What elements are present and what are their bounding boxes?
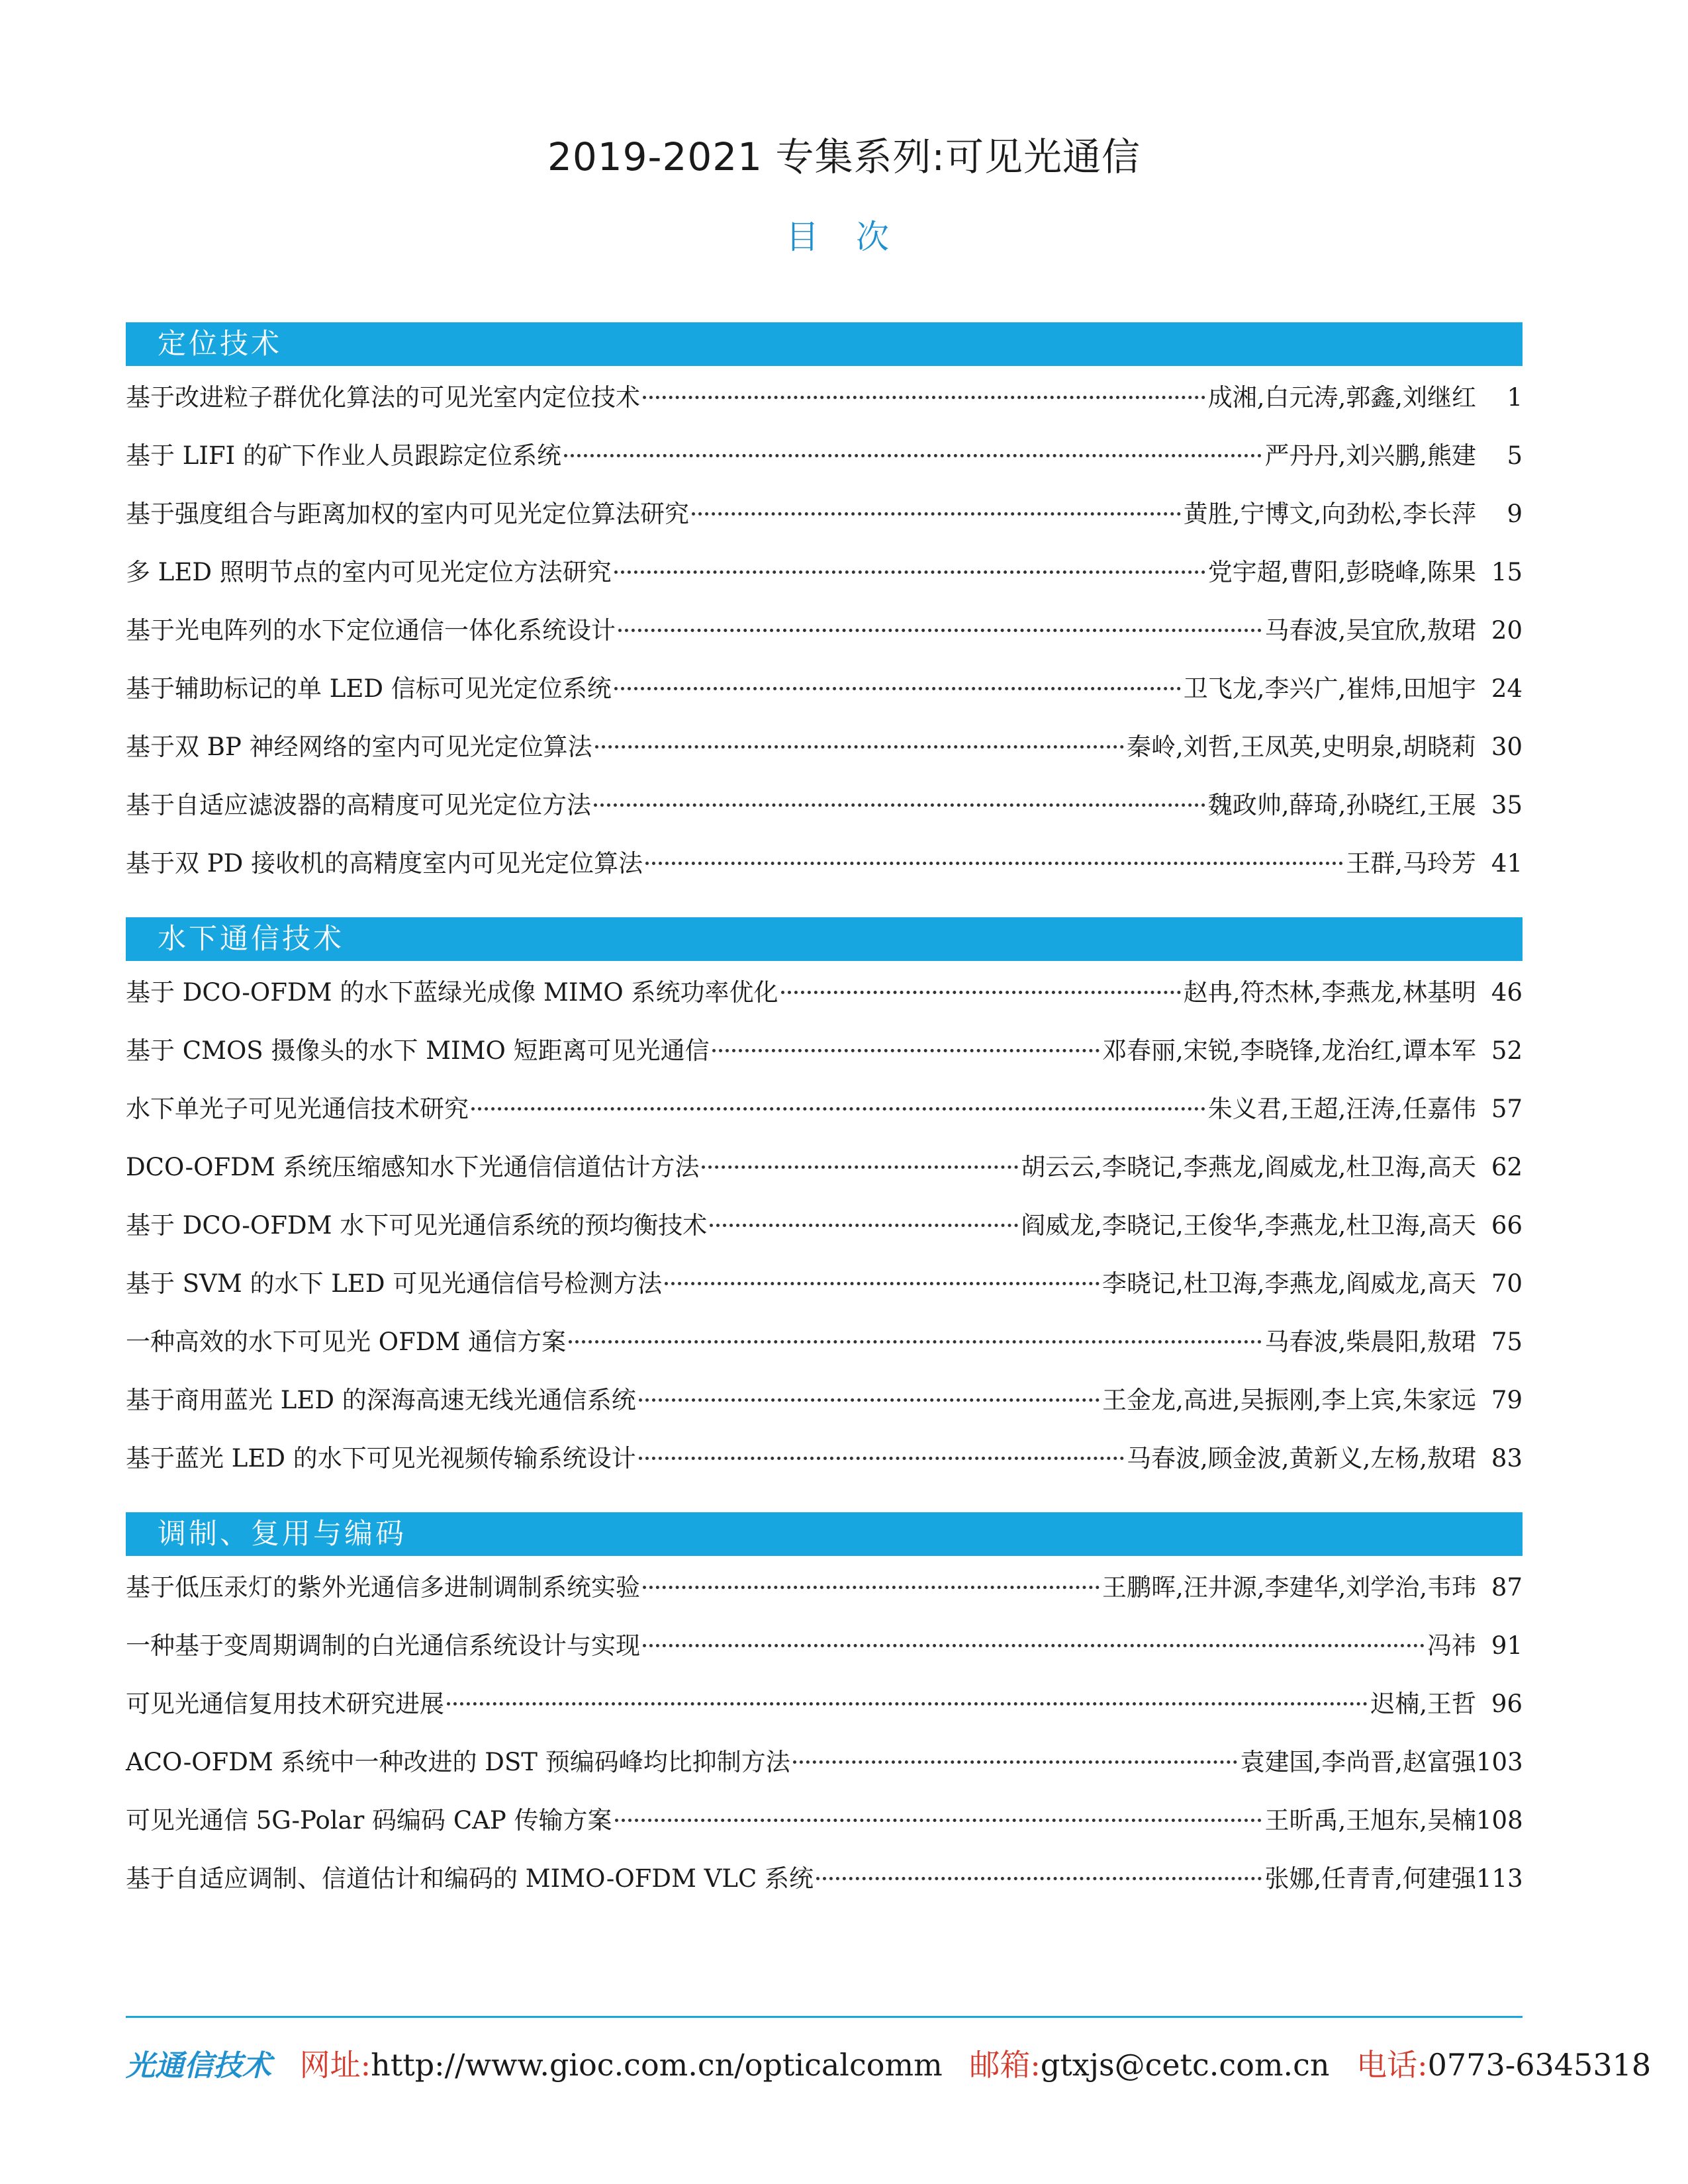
entry-leader-dots — [569, 1340, 1262, 1343]
entry-title: 基于改进粒子群优化算法的可见光室内定位技术 — [126, 383, 640, 412]
entry-leader-dots — [712, 1049, 1100, 1052]
entry-leader-dots — [614, 687, 1181, 690]
email-link[interactable]: gtxjs@cetc.com.cn — [1040, 2047, 1330, 2083]
entry-leader-dots — [615, 1819, 1262, 1822]
section-heading: 定位技术 — [126, 322, 1523, 366]
entry-authors: 阎威龙,李晓记,王俊华,李燕龙,杜卫海,高天 — [1021, 1211, 1476, 1240]
entry-leader-dots — [447, 1702, 1368, 1706]
toc-entry[interactable] — [126, 1559, 1523, 1617]
entry-authors: 王昕禹,王旭东,吴楠 — [1264, 1806, 1476, 1835]
entry-page-number: 113 — [1476, 1864, 1523, 1893]
entry-page-number: 46 — [1491, 978, 1523, 1007]
entry-authors: 朱义君,王超,汪涛,任嘉伟 — [1207, 1095, 1476, 1123]
entry-leader-dots — [781, 991, 1181, 994]
toc-entry[interactable] — [126, 427, 1523, 485]
website-link[interactable]: http://www.gioc.com.cn/opticalcomm — [371, 2047, 943, 2083]
entry-leader-dots — [564, 454, 1262, 457]
footer-brand-logo: 光通信技术 — [126, 2049, 271, 2083]
entry-title: 基于 LIFI 的矿下作业人员跟踪定位系统 — [126, 441, 561, 470]
entry-page-number: 20 — [1491, 616, 1523, 645]
toc-entry[interactable] — [126, 1022, 1523, 1080]
toc-entry[interactable] — [126, 1792, 1523, 1850]
entry-leader-dots — [816, 1877, 1262, 1880]
toc-entry[interactable] — [126, 1430, 1523, 1488]
section-heading: 调制、复用与编码 — [126, 1512, 1523, 1556]
entry-authors: 马春波,吴宜欣,敖珺 — [1264, 616, 1476, 645]
toc-entry[interactable] — [126, 1675, 1523, 1733]
entry-authors: 王群,马玲芳 — [1346, 849, 1476, 878]
toc-entry[interactable] — [126, 543, 1523, 602]
entry-authors: 迟楠,王哲 — [1370, 1690, 1476, 1718]
entry-leader-dots — [643, 1586, 1100, 1589]
entry-authors: 魏政帅,薛琦,孙晓红,王展 — [1207, 791, 1476, 819]
entry-leader-dots — [643, 396, 1205, 399]
entry-title: 基于低压汞灯的紫外光通信多进制调制系统实验 — [126, 1573, 640, 1602]
entry-page-number: 41 — [1491, 849, 1523, 878]
entry-title: 基于 CMOS 摄像头的水下 MIMO 短距离可见光通信 — [126, 1036, 710, 1065]
entry-page-number: 24 — [1491, 674, 1523, 703]
entry-title: 一种高效的水下可见光 OFDM 通信方案 — [126, 1328, 567, 1356]
entry-leader-dots — [618, 629, 1262, 632]
email-label: 邮箱: — [969, 2047, 1041, 2083]
toc-section — [126, 1512, 1523, 1908]
entry-title: 基于自适应调制、信道估计和编码的 MIMO-OFDM VLC 系统 — [126, 1864, 814, 1893]
entry-page-number: 83 — [1491, 1444, 1523, 1473]
footer-divider — [126, 2016, 1523, 2018]
entry-leader-dots — [710, 1224, 1018, 1227]
entry-authors: 邓春丽,宋锐,李晓锋,龙治红,谭本军 — [1102, 1036, 1476, 1065]
entry-title: 一种基于变周期调制的白光通信系统设计与实现 — [126, 1631, 640, 1660]
toc-entry[interactable] — [126, 1138, 1523, 1197]
phone-label: 电话: — [1356, 2047, 1428, 2083]
phone-number: 0773-6345318 — [1427, 2047, 1652, 2083]
toc-entry[interactable] — [126, 1733, 1523, 1792]
entry-leader-dots — [595, 745, 1124, 749]
toc-entry[interactable] — [126, 1617, 1523, 1675]
entry-leader-dots — [793, 1760, 1238, 1764]
entry-leader-dots — [614, 570, 1205, 574]
entry-authors: 张娜,任青青,何建强 — [1264, 1864, 1476, 1893]
entry-page-number: 52 — [1491, 1036, 1523, 1065]
entry-page-number: 1 — [1507, 383, 1523, 412]
entry-title: 基于强度组合与距离加权的室内可见光定位算法研究 — [126, 500, 689, 528]
entry-title: 基于 DCO-OFDM 的水下蓝绿光成像 MIMO 系统功率优化 — [126, 978, 778, 1007]
entry-authors: 马春波,柴晨阳,敖珺 — [1264, 1328, 1476, 1356]
website-label: 网址: — [299, 2047, 371, 2083]
entry-page-number: 75 — [1491, 1328, 1523, 1356]
entry-leader-dots — [639, 1457, 1124, 1460]
entry-authors: 冯祎 — [1427, 1631, 1476, 1660]
entry-leader-dots — [639, 1398, 1100, 1402]
entry-page-number: 35 — [1491, 791, 1523, 819]
entry-page-number: 103 — [1476, 1748, 1523, 1776]
entry-page-number: 62 — [1491, 1153, 1523, 1181]
entry-title: 基于双 BP 神经网络的室内可见光定位算法 — [126, 733, 592, 761]
toc-entry[interactable] — [126, 602, 1523, 660]
entry-page-number: 108 — [1476, 1806, 1523, 1835]
toc-section — [126, 917, 1523, 1488]
toc-entry[interactable] — [126, 485, 1523, 543]
entry-authors: 成湘,白元涛,郭鑫,刘继红 — [1207, 383, 1476, 412]
footer — [126, 2042, 1652, 2089]
entry-authors: 袁建国,李尚晋,赵富强 — [1240, 1748, 1476, 1776]
entry-page-number: 66 — [1491, 1211, 1523, 1240]
entry-leader-dots — [692, 512, 1181, 516]
toc-entry[interactable] — [126, 660, 1523, 718]
toc-entry[interactable] — [126, 1850, 1523, 1908]
entry-authors: 赵冉,符杰林,李燕龙,林基明 — [1183, 978, 1476, 1007]
entry-title: 可见光通信 5G-Polar 码编码 CAP 传输方案 — [126, 1806, 612, 1835]
toc-entry[interactable] — [126, 964, 1523, 1022]
entry-authors: 马春波,顾金波,黄新义,左杨,敖珺 — [1126, 1444, 1476, 1473]
entry-title: 基于光电阵列的水下定位通信一体化系统设计 — [126, 616, 616, 645]
toc-entry[interactable] — [126, 718, 1523, 776]
entry-leader-dots — [471, 1107, 1205, 1111]
toc-entry[interactable] — [126, 1197, 1523, 1255]
entry-authors: 王鹏晖,汪井源,李建华,刘学治,韦玮 — [1102, 1573, 1476, 1602]
toc-entry[interactable] — [126, 1255, 1523, 1313]
entry-leader-dots — [594, 803, 1205, 807]
entry-leader-dots — [702, 1165, 1018, 1169]
entry-title: ACO-OFDM 系统中一种改进的 DST 预编码峰均比抑制方法 — [126, 1748, 790, 1776]
toc-section — [126, 322, 1523, 893]
entry-leader-dots — [643, 1644, 1425, 1647]
entry-page-number: 5 — [1507, 441, 1523, 470]
section-entries — [126, 1556, 1523, 1908]
toc-entry[interactable] — [126, 1371, 1523, 1430]
page-title: 2019-2021 专集系列:可见光通信 — [547, 134, 1141, 179]
toc-entry[interactable] — [126, 776, 1523, 835]
entry-title: 水下单光子可见光通信技术研究 — [126, 1095, 469, 1123]
entry-title: 基于辅助标记的单 LED 信标可见光定位系统 — [126, 674, 612, 703]
entry-title: 基于 DCO-OFDM 水下可见光通信系统的预均衡技术 — [126, 1211, 708, 1240]
entry-title: 基于双 PD 接收机的高精度室内可见光定位算法 — [126, 849, 643, 878]
section-entries — [126, 961, 1523, 1488]
entry-title: 多 LED 照明节点的室内可见光定位方法研究 — [126, 558, 612, 586]
entry-authors: 秦岭,刘哲,王凤英,史明泉,胡晓莉 — [1126, 733, 1476, 761]
entry-authors: 卫飞龙,李兴广,崔炜,田旭宇 — [1183, 674, 1476, 703]
entry-authors: 党宇超,曹阳,彭晓峰,陈果 — [1207, 558, 1476, 586]
entry-page-number: 15 — [1491, 558, 1523, 586]
entry-page-number: 9 — [1507, 500, 1523, 528]
entry-authors: 王金龙,高进,吴振刚,李上宾,朱家远 — [1102, 1386, 1476, 1414]
entry-page-number: 87 — [1491, 1573, 1523, 1602]
entry-page-number: 96 — [1491, 1690, 1523, 1718]
entry-authors: 李晓记,杜卫海,李燕龙,阎威龙,高天 — [1102, 1269, 1476, 1298]
toc-entry[interactable] — [126, 369, 1523, 427]
entry-page-number: 57 — [1491, 1095, 1523, 1123]
entry-page-number: 91 — [1491, 1631, 1523, 1660]
entry-title: 基于商用蓝光 LED 的深海高速无线光通信系统 — [126, 1386, 636, 1414]
toc-heading: 目 次 — [786, 218, 902, 256]
entry-leader-dots — [665, 1282, 1100, 1285]
entry-title: 基于 SVM 的水下 LED 可见光通信信号检测方法 — [126, 1269, 663, 1298]
section-heading: 水下通信技术 — [126, 917, 1523, 961]
entry-title: DCO-OFDM 系统压缩感知水下光通信信道估计方法 — [126, 1153, 700, 1181]
toc-entry[interactable] — [126, 835, 1523, 893]
entry-page-number: 79 — [1491, 1386, 1523, 1414]
entry-authors: 黄胜,宁博文,向劲松,李长萍 — [1183, 500, 1476, 528]
toc-entry[interactable] — [126, 1313, 1523, 1371]
toc-entry[interactable] — [126, 1080, 1523, 1138]
toc-sections — [126, 322, 1523, 1933]
section-entries — [126, 366, 1523, 893]
entry-title: 基于蓝光 LED 的水下可见光视频传输系统设计 — [126, 1444, 636, 1473]
entry-title: 可见光通信复用技术研究进展 — [126, 1690, 444, 1718]
entry-authors: 胡云云,李晓记,李燕龙,阎威龙,杜卫海,高天 — [1021, 1153, 1476, 1181]
entry-leader-dots — [645, 862, 1343, 865]
entry-authors: 严丹丹,刘兴鹏,熊建 — [1264, 441, 1476, 470]
entry-page-number: 30 — [1491, 733, 1523, 761]
entry-page-number: 70 — [1491, 1269, 1523, 1298]
entry-title: 基于自适应滤波器的高精度可见光定位方法 — [126, 791, 591, 819]
